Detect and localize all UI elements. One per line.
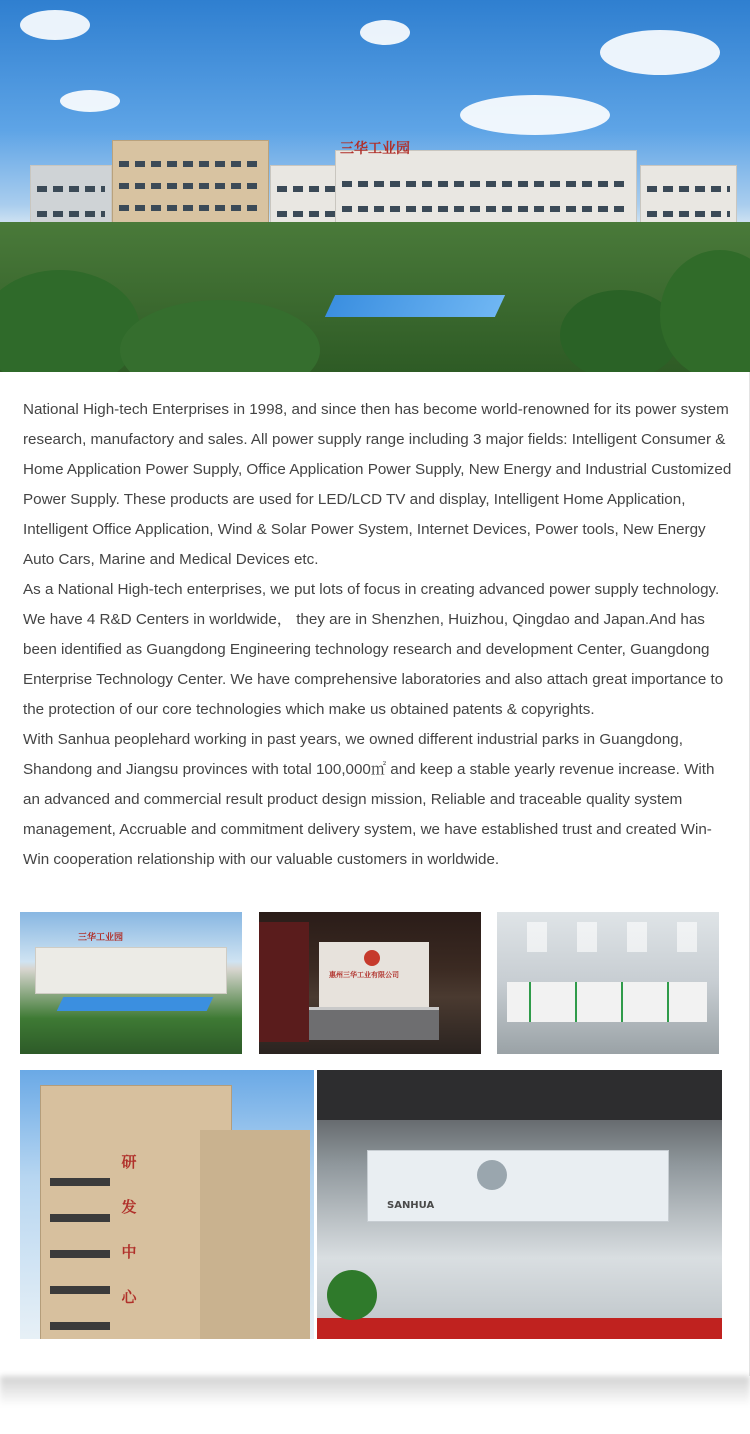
cloud — [60, 90, 120, 112]
cloud — [460, 95, 610, 135]
photo-office-floor — [497, 912, 719, 1054]
photo-reception-hall: 惠州三华工业有限公司 — [259, 912, 481, 1054]
cloud — [600, 30, 720, 75]
cloud — [360, 20, 410, 45]
cloud — [20, 10, 90, 40]
paragraph-growth: With Sanhua peoplehard working in past years, we owned different industrial parks in Guangdong, Shandong and Jiangsu provinces with total 100,000㎡ and keep a stable yearly revenue increase. With an advanced and commercial result product design mission, Reliable and traceable quality system management, Accruable and commitment delivery system, we have established trust and created Win-Win cooperation relationship with our valuable customers in worldwide. — [23, 731, 715, 868]
park-sign: 三华工业园 — [340, 141, 410, 157]
paragraph-intro: National High-tech Enterprises in 1998, and since then has become world-renowned for its power system research, manufactory and sales. All power supply range including 3 major fields: Intelligent Consumer & Home Application Power Supply, Office Application Power Supply, New Energy and Industrial Customized Power Supply. These products are used for LED/LCD TV and display, Intelligent Home Application, Intelligent Office Application, Wind & Solar Power System, Internet Devices, Power tools, New Energy Auto Cars, Marine and Medical Devices etc. — [23, 401, 732, 568]
hero-image — [0, 0, 750, 372]
company-description — [23, 395, 733, 875]
photo-rnd-building — [20, 1070, 314, 1339]
photo-rnd-lobby: SANHUA — [317, 1070, 722, 1339]
photo-industrial-park: 三华工业园 — [20, 912, 242, 1054]
blue-canopy — [325, 295, 505, 317]
paragraph-rnd: As a National High-tech enterprises, we put lots of focus in creating advanced power supply technology. We have 4 R&D Centers in worldwide， they are in Shenzhen, Huizhou, Qingdao and Japan.And has been identified as Guangdong Engineering technology research and development Center, Guangdong Enterprise Technology Center. We have comprehensive laboratories and also attach great importance to the protection of our core technologies which make us obtained patents & copyrights. — [23, 581, 724, 718]
rnd-center-sign: 研 发 中 心 — [121, 1153, 137, 1306]
bottom-shadow — [0, 1376, 750, 1406]
